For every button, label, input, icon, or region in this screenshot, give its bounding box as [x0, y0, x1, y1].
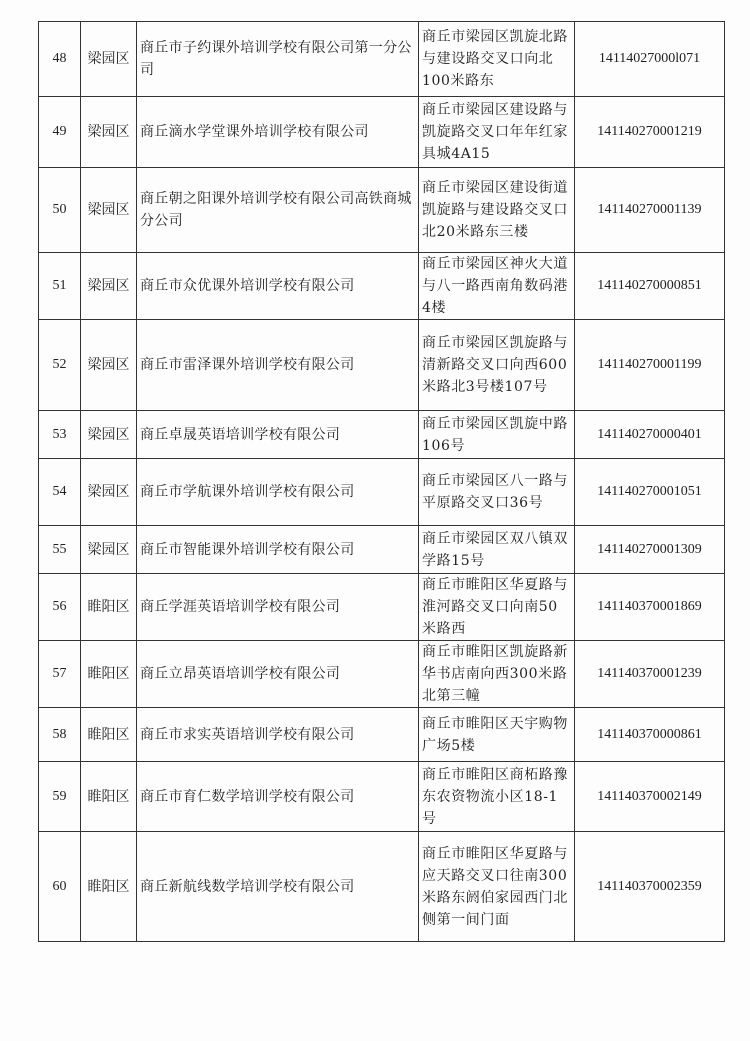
district-cell: 梁园区 [81, 253, 137, 320]
license-code-cell: 141140370002359 [575, 832, 725, 942]
district-cell: 睢阳区 [81, 708, 137, 762]
school-name-cell: 商丘市子约课外培训学校有限公司第一分公司 [137, 22, 419, 97]
district-cell: 睢阳区 [81, 762, 137, 832]
license-code-cell: 141140370000861 [575, 708, 725, 762]
license-code-cell: 141140270001199 [575, 320, 725, 411]
address-cell: 商丘市梁园区凯旋中路106号 [419, 411, 575, 459]
license-code-cell: 141140370001239 [575, 641, 725, 708]
table-row [39, 574, 725, 641]
address-cell: 商丘市梁园区建设街道凯旋路与建设路交叉口北20米路东三楼 [419, 168, 575, 253]
table-row [39, 253, 725, 320]
school-name-cell: 商丘市智能课外培训学校有限公司 [137, 526, 419, 574]
table-row [39, 526, 725, 574]
school-name-cell: 商丘卓晟英语培训学校有限公司 [137, 411, 419, 459]
school-name-cell: 商丘市求实英语培训学校有限公司 [137, 708, 419, 762]
license-code-cell: 141140270001219 [575, 97, 725, 168]
row-number: 58 [39, 708, 81, 762]
district-cell: 梁园区 [81, 526, 137, 574]
school-name-cell: 商丘市育仁数学培训学校有限公司 [137, 762, 419, 832]
school-name-cell: 商丘学涯英语培训学校有限公司 [137, 574, 419, 641]
district-cell: 梁园区 [81, 97, 137, 168]
address-cell: 商丘市睢阳区凯旋路新华书店南向西300米路北第三幢 [419, 641, 575, 708]
table-row [39, 832, 725, 942]
district-cell: 梁园区 [81, 459, 137, 526]
address-cell: 商丘市梁园区凯旋路与清新路交叉口向西600米路北3号楼107号 [419, 320, 575, 411]
row-number: 60 [39, 832, 81, 942]
table-row [39, 97, 725, 168]
district-cell: 睢阳区 [81, 832, 137, 942]
row-number: 54 [39, 459, 81, 526]
district-cell: 梁园区 [81, 168, 137, 253]
table-row [39, 762, 725, 832]
address-cell: 商丘市梁园区双八镇双学路15号 [419, 526, 575, 574]
district-cell: 梁园区 [81, 22, 137, 97]
table-row [39, 411, 725, 459]
row-number: 56 [39, 574, 81, 641]
row-number: 49 [39, 97, 81, 168]
table-row [39, 459, 725, 526]
table-row [39, 320, 725, 411]
school-name-cell: 商丘新航线数学培训学校有限公司 [137, 832, 419, 942]
row-number: 50 [39, 168, 81, 253]
school-name-cell: 商丘市雷泽课外培训学校有限公司 [137, 320, 419, 411]
address-cell: 商丘市睢阳区华夏路与应天路交叉口往南300米路东阏伯家园西门北侧第一间门面 [419, 832, 575, 942]
row-number: 52 [39, 320, 81, 411]
table-row [39, 708, 725, 762]
district-cell: 睢阳区 [81, 641, 137, 708]
district-cell: 梁园区 [81, 411, 137, 459]
license-code-cell: 141140270001309 [575, 526, 725, 574]
license-code-cell: 141140370002149 [575, 762, 725, 832]
address-cell: 商丘市睢阳区天宇购物广场5楼 [419, 708, 575, 762]
license-code-cell: 141140270001051 [575, 459, 725, 526]
school-list-table [38, 21, 725, 942]
district-cell: 梁园区 [81, 320, 137, 411]
address-cell: 商丘市梁园区凯旋北路与建设路交叉口向北100米路东 [419, 22, 575, 97]
table-row [39, 641, 725, 708]
license-code-cell: 141140270000851 [575, 253, 725, 320]
license-code-cell: 14114027000l071 [575, 22, 725, 97]
table-row [39, 168, 725, 253]
row-number: 51 [39, 253, 81, 320]
address-cell: 商丘市睢阳区商柘路豫东农资物流小区18-1号 [419, 762, 575, 832]
license-code-cell: 141140270000401 [575, 411, 725, 459]
school-name-cell: 商丘立昂英语培训学校有限公司 [137, 641, 419, 708]
address-cell: 商丘市梁园区建设路与凯旋路交叉口年年红家具城4A15 [419, 97, 575, 168]
school-name-cell: 商丘市学航课外培训学校有限公司 [137, 459, 419, 526]
row-number: 57 [39, 641, 81, 708]
row-number: 59 [39, 762, 81, 832]
address-cell: 商丘市睢阳区华夏路与淮河路交叉口向南50米路西 [419, 574, 575, 641]
row-number: 53 [39, 411, 81, 459]
school-name-cell: 商丘滴水学堂课外培训学校有限公司 [137, 97, 419, 168]
table-row [39, 22, 725, 97]
address-cell: 商丘市梁园区八一路与平原路交叉口36号 [419, 459, 575, 526]
license-code-cell: 141140270001139 [575, 168, 725, 253]
school-name-cell: 商丘市众优课外培训学校有限公司 [137, 253, 419, 320]
row-number: 55 [39, 526, 81, 574]
license-code-cell: 141140370001869 [575, 574, 725, 641]
row-number: 48 [39, 22, 81, 97]
district-cell: 睢阳区 [81, 574, 137, 641]
school-name-cell: 商丘朝之阳课外培训学校有限公司高铁商城分公司 [137, 168, 419, 253]
address-cell: 商丘市梁园区神火大道与八一路西南角数码港4楼 [419, 253, 575, 320]
